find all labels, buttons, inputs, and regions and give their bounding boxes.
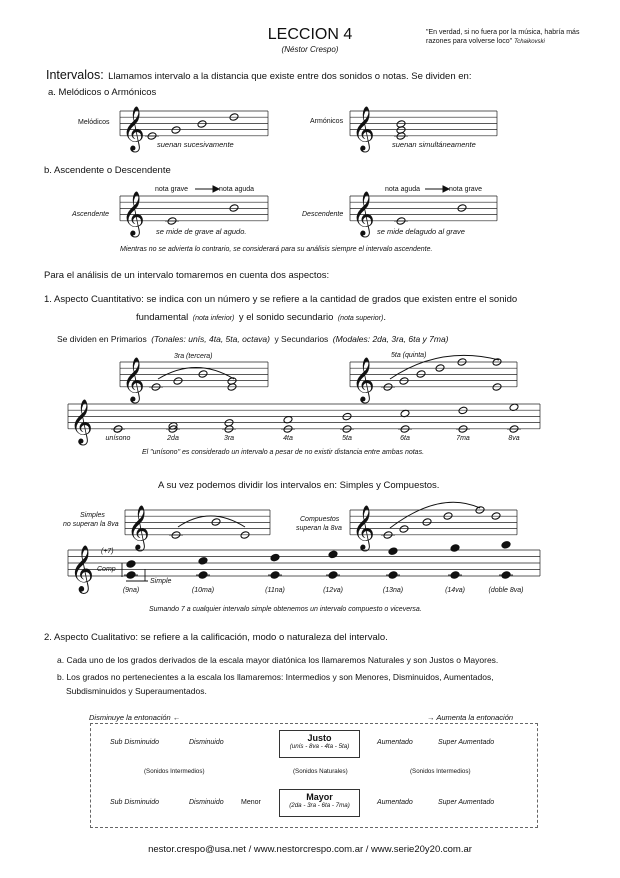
footer-links: nestor.crespo@usa.net / www.nestorcrespo.com.ar / www.serie20y20.com.ar — [148, 844, 472, 855]
treble-clef-icon: 𝄞 — [70, 544, 94, 592]
interval-label: 5ta — [342, 435, 352, 442]
primarios-secundarios — [57, 329, 449, 347]
justo-label: Justo — [307, 733, 332, 743]
note-head — [399, 377, 409, 386]
note-head — [457, 204, 467, 213]
note-head — [450, 571, 460, 580]
interval-label: 6ta — [400, 435, 410, 442]
aspect1-fundamental: fundamental — [136, 312, 189, 323]
r1-aumentado: Aumentado — [377, 739, 413, 746]
caption-melodicos: suenan sucesivamente — [157, 140, 234, 149]
note-head — [501, 541, 511, 550]
sonidos-intermedios-right: (Sonidos Intermedios) — [410, 768, 471, 775]
compound-label: (14va) — [445, 587, 465, 594]
treble-clef-icon: 𝄞 — [70, 399, 93, 445]
divide-modales: (Modales: 2da, 3ra, 6ta y 7ma) — [332, 334, 449, 344]
treble-clef-icon: 𝄞 — [122, 357, 145, 403]
interval-label: unísono — [105, 435, 131, 442]
treble-clef-icon: 𝄞 — [122, 191, 145, 237]
treble-clef-icon: 𝄞 — [352, 505, 375, 551]
aspect2-b1: b. Los grados no pertenecientes a la escala los llamaremos: Intermedios y son Menores, Disminuidos, Aumentados, — [57, 672, 494, 682]
note-head — [416, 370, 426, 379]
compound-label: (11na) — [265, 587, 285, 594]
label-descendente: Descendente — [302, 211, 344, 218]
slur — [158, 368, 234, 380]
note-head — [270, 553, 280, 562]
label-melodicos: Melódicos — [78, 119, 110, 126]
desc-to: nota grave — [449, 186, 483, 193]
sonidos-intermedios-left: (Sonidos Intermedios) — [144, 768, 205, 775]
quote — [426, 28, 606, 47]
quote-text: "En verdad, si no fuera por la música, habría más razones para volverse loco" — [426, 29, 580, 45]
asc-from: nota grave — [155, 186, 189, 193]
caption-ascendente: se mide de grave al agudo. — [156, 227, 247, 236]
aum-direction — [427, 713, 513, 722]
note-head — [173, 377, 183, 386]
aspect2-title: 2. Aspecto Cualitativo: se refiere a la calificación, modo o naturaleza del intervalo. — [44, 632, 388, 643]
simple-compound-heading: A su vez podemos dividir los intervalos en: Simples y Compuestos. — [158, 480, 440, 491]
intro-term: Intervalos: — [46, 68, 104, 82]
interval-label: 2da — [167, 435, 179, 442]
aspect1-line1: 1. Aspecto Cuantitativo: se indica con un número y se refiere a la cantidad de grados que existen entre el sonido — [44, 294, 518, 305]
aspect1-line2 — [136, 307, 386, 325]
treble-clef-icon: 𝄞 — [127, 505, 150, 551]
unison-note: El "unísono" es considerado un intervalo a pesar de no existir distancia entre ambas notas. — [142, 449, 425, 456]
r2-aumentado: Aumentado — [377, 799, 413, 806]
author: (Néstor Crespo) — [281, 45, 339, 54]
compuestos-label: Compuestos — [300, 516, 340, 523]
aspect1-inferior: (nota inferior) — [192, 315, 235, 322]
mayor-label: Mayor — [306, 792, 333, 802]
note-head — [328, 571, 338, 580]
r2-menor: Menor — [241, 799, 261, 806]
r2-subdisminuido: Sub Disminuido — [110, 799, 160, 806]
r2-disminuido: Disminuido — [189, 799, 224, 806]
intro-text: Llamamos intervalo a la distancia que existe entre dos sonidos o notas. Se dividen en: — [108, 71, 472, 82]
mayor-sub: (2da - 3ra - 6ta - 7ma) — [289, 802, 350, 809]
compound-label: (10ma) — [191, 587, 215, 594]
note-head — [198, 571, 208, 580]
justo-sub: (unís - 8va - 4ta - 5ta) — [289, 743, 350, 750]
section-b-title: b. Ascendente o Descendente — [44, 165, 171, 176]
treble-clef-icon: 𝄞 — [352, 191, 375, 237]
caption-descendente: se mide delagudo al grave — [377, 227, 465, 236]
compuestos-sub: superan la 8va — [296, 525, 342, 532]
r1-disminuido: Disminuido — [189, 739, 224, 746]
interval-label: 8va — [508, 435, 520, 442]
note-head — [501, 571, 511, 580]
treble-clef-icon: 𝄞 — [352, 106, 375, 152]
note-head — [229, 204, 239, 213]
compound-label: (13na) — [382, 587, 404, 594]
justo-box — [279, 730, 360, 758]
treble-clef-icon: 𝄞 — [352, 357, 375, 403]
compound-note: Sumando 7 a cualquier intervalo simple obtenemos un intervalo compuesto o viceversa. — [149, 606, 422, 613]
aum-text: Aumenta la entonación — [436, 713, 514, 722]
caption-armonicos: suenan simultáneamente — [392, 140, 476, 149]
section-a-title: a. Melódicos o Armónicos — [48, 87, 157, 98]
label-armonicos: Armónicos — [310, 118, 344, 125]
divide-primarios: Se dividen en Primarios — [57, 334, 147, 344]
example-tercera: 3ra (tercera) — [174, 353, 213, 360]
note-head — [328, 550, 338, 559]
divide-tonales: (Tonales: unís, 4ta, 5ta, octava) — [151, 334, 270, 344]
note-head — [388, 571, 398, 580]
right-arrow-icon: → — [427, 713, 435, 722]
intro — [46, 66, 471, 84]
left-arrow-icon: ← — [172, 713, 181, 722]
divide-secundarios: y Secundarios — [274, 334, 329, 344]
comp-label: Comp — [97, 566, 116, 573]
aspect1-secundario: y el sonido secundario — [238, 312, 334, 323]
simples-sub: no superan la 8va — [63, 521, 119, 528]
note-head — [126, 571, 136, 580]
note-head — [388, 547, 398, 556]
compound-label: (doble 8va) — [488, 587, 524, 594]
note-head — [399, 525, 409, 534]
note-head — [171, 126, 181, 135]
page-title: LECCION 4 — [267, 26, 353, 43]
note-head — [126, 560, 136, 569]
compound-label: (9na) — [122, 587, 140, 594]
note-head — [270, 571, 280, 580]
analysis-intro: Para el análisis de un intervalo tomaremos en cuenta dos aspectos: — [44, 270, 330, 281]
note-head — [198, 557, 208, 566]
asc-to: nota aguda — [219, 186, 255, 193]
note-head — [450, 544, 460, 553]
example-quinta: 5ta (quinta) — [391, 352, 427, 359]
aspect1-period: . — [383, 312, 387, 323]
dim-text: Disminuye la entonación — [89, 713, 171, 722]
sonidos-naturales: (Sonidos Naturales) — [293, 768, 348, 775]
interval-label: 4ta — [283, 435, 293, 442]
mayor-box — [279, 789, 360, 817]
plus-seven: (+7) — [101, 548, 114, 555]
ascending-note: Mientras no se advierta lo contrario, se considerará para su análisis siempre el intervalo ascendente. — [120, 246, 433, 253]
aspect2-b2: Subdisminuidos y Superaumentados. — [66, 686, 207, 696]
slur — [390, 502, 480, 528]
treble-clef-icon: 𝄞 — [122, 106, 145, 152]
r1-subdisminuido: Sub Disminuido — [110, 739, 160, 746]
compound-label: (12va) — [323, 587, 343, 594]
interval-label: 3ra — [223, 435, 235, 442]
aspect1-superior: (nota superior) — [337, 315, 384, 322]
desc-from: nota aguda — [385, 186, 421, 193]
quote-author: Tchaikovski — [514, 39, 545, 45]
label-ascendente: Ascendente — [72, 211, 109, 218]
dim-direction — [89, 713, 180, 722]
note-head — [211, 518, 221, 527]
simple-label: Simple — [150, 578, 172, 585]
simples-label: Simples — [80, 512, 105, 519]
interval-label: 7ma — [456, 435, 470, 442]
note-head — [197, 120, 207, 129]
note-head — [422, 518, 432, 527]
r2-superaumentado: Super Aumentado — [438, 799, 495, 806]
r1-superaumentado: Super Aumentado — [438, 739, 495, 746]
aspect2-a: a. Cada uno de los grados derivados de la escala mayor diatónica los llamaremos Naturales y son Justos o Mayores. — [57, 655, 499, 665]
note-head — [198, 370, 208, 379]
